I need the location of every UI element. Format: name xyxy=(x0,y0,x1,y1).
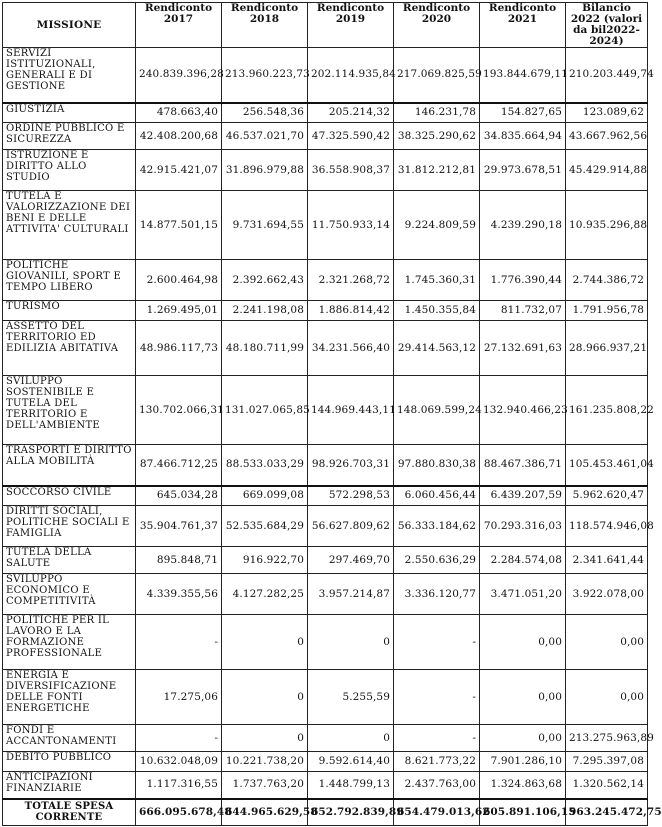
missione-label: TUTELA E VALORIZZAZIONE DEI BENI E DELLE ATTIVITA' CULTURALI xyxy=(3,191,136,260)
value-cell: 97.880.830,38 xyxy=(394,445,480,486)
value-cell: 0,00 xyxy=(480,615,566,670)
value-cell: 1.737.763,20 xyxy=(222,772,308,799)
value-cell: 2.600.464,98 xyxy=(136,260,222,301)
value-cell: 4.339.355,56 xyxy=(136,574,222,615)
table-row xyxy=(3,615,648,670)
value-cell: 213.960.223,73 xyxy=(222,48,308,103)
value-cell: 5.255,59 xyxy=(308,670,394,725)
value-cell: 3.957.214,87 xyxy=(308,574,394,615)
value-cell: 478.663,40 xyxy=(136,103,222,123)
value-cell: 161.235.808,22 xyxy=(566,376,648,445)
value-cell: 56.627.809,62 xyxy=(308,506,394,547)
table-row xyxy=(3,445,648,486)
value-cell: 42.408.200,68 xyxy=(136,123,222,150)
missione-label: SOCCORSO CIVILE xyxy=(3,486,136,506)
value-cell: 34.835.664,94 xyxy=(480,123,566,150)
value-cell: 14.877.501,15 xyxy=(136,191,222,260)
table-row xyxy=(3,191,648,260)
total-value-cell: 605.891.106,15 xyxy=(480,799,566,826)
value-cell: 42.915.421,07 xyxy=(136,150,222,191)
value-cell: 0,00 xyxy=(480,725,566,752)
value-cell: 1.117.316,55 xyxy=(136,772,222,799)
missione-label: SVILUPPO ECONOMICO E COMPETITIVITÀ xyxy=(3,574,136,615)
value-cell: 2.437.763,00 xyxy=(394,772,480,799)
header-rendiconto-2020: Rendiconto 2020 xyxy=(394,3,480,48)
value-cell: 210.203.449,74 xyxy=(566,48,648,103)
value-cell: 10.221.738,20 xyxy=(222,752,308,772)
value-cell: 4.127.282,25 xyxy=(222,574,308,615)
value-cell: 70.293.316,03 xyxy=(480,506,566,547)
value-cell: 2.341.641,44 xyxy=(566,547,648,574)
value-cell: 2.241.198,08 xyxy=(222,301,308,321)
value-cell: 0,00 xyxy=(480,670,566,725)
value-cell: 48.180.711,99 xyxy=(222,321,308,376)
table-row xyxy=(3,574,648,615)
header-rendiconto-2019: Rendiconto 2019 xyxy=(308,3,394,48)
value-cell: 1.886.814,42 xyxy=(308,301,394,321)
header-missione: MISSIONE xyxy=(3,3,136,48)
value-cell: 118.574.946,08 xyxy=(566,506,648,547)
value-cell: 1.745.360,31 xyxy=(394,260,480,301)
value-cell: - xyxy=(136,615,222,670)
missione-label: ORDINE PUBBLICO E SICUREZZA xyxy=(3,123,136,150)
header-rendiconto-2021: Rendiconto 2021 xyxy=(480,3,566,48)
value-cell: 88.533.033,29 xyxy=(222,445,308,486)
spending-table xyxy=(2,2,662,826)
value-cell: 43.667.962,56 xyxy=(566,123,648,150)
value-cell: 1.791.956,78 xyxy=(566,301,648,321)
missione-label: SVILUPPO SOSTENIBILE E TUTELA DEL TERRITORIO E DELL'AMBIENTE xyxy=(3,376,136,445)
value-cell: 205.214,32 xyxy=(308,103,394,123)
table-row xyxy=(3,725,648,752)
value-cell: 105.453.461,04 xyxy=(566,445,648,486)
header-bilancio-2022: Bilancio 2022 (valori da bil2022-2024) xyxy=(566,3,648,48)
missione-label: DIRITTI SOCIALI, POLITICHE SOCIALI E FAMIGLIA xyxy=(3,506,136,547)
value-cell: - xyxy=(136,725,222,752)
value-cell: 202.114.935,84 xyxy=(308,48,394,103)
value-cell: 17.275,06 xyxy=(136,670,222,725)
table-row xyxy=(3,321,648,376)
value-cell: 5.962.620,47 xyxy=(566,486,648,506)
value-cell: 9.592.614,40 xyxy=(308,752,394,772)
value-cell: 46.537.021,70 xyxy=(222,123,308,150)
missione-label: TURISMO xyxy=(3,301,136,321)
total-value-cell: 963.245.472,75 xyxy=(566,799,648,826)
table-row xyxy=(3,752,648,772)
missione-label: GIUSTIZIA xyxy=(3,103,136,123)
table-row xyxy=(3,150,648,191)
value-cell: 895.848,71 xyxy=(136,547,222,574)
value-cell: 0,00 xyxy=(566,615,648,670)
value-cell: 148.069.599,24 xyxy=(394,376,480,445)
value-cell: 1.450.355,84 xyxy=(394,301,480,321)
value-cell: 48.986.117,73 xyxy=(136,321,222,376)
header-row xyxy=(3,3,648,48)
value-cell: 2.744.386,72 xyxy=(566,260,648,301)
missione-label: POLITICHE PER IL LAVORO E LA FORMAZIONE PROFESSIONALE xyxy=(3,615,136,670)
table-row xyxy=(3,486,648,506)
value-cell: 154.827,65 xyxy=(480,103,566,123)
value-cell: 38.325.290,62 xyxy=(394,123,480,150)
value-cell: 87.466.712,25 xyxy=(136,445,222,486)
value-cell: 123.089,62 xyxy=(566,103,648,123)
value-cell: 11.750.933,14 xyxy=(308,191,394,260)
header-rendiconto-2017: Rendiconto 2017 xyxy=(136,3,222,48)
table-row xyxy=(3,772,648,799)
table-row xyxy=(3,506,648,547)
value-cell: 2.550.636,29 xyxy=(394,547,480,574)
missione-label: ANTICIPAZIONI FINANZIARIE xyxy=(3,772,136,799)
table-row xyxy=(3,301,648,321)
value-cell: 217.069.825,59 xyxy=(394,48,480,103)
value-cell: 29.414.563,12 xyxy=(394,321,480,376)
value-cell: 131.027.065,85 xyxy=(222,376,308,445)
value-cell: 52.535.684,29 xyxy=(222,506,308,547)
value-cell: 132.940.466,23 xyxy=(480,376,566,445)
value-cell: 28.966.937,21 xyxy=(566,321,648,376)
value-cell: 0 xyxy=(222,670,308,725)
missione-label: TUTELA DELLA SALUTE xyxy=(3,547,136,574)
value-cell: 9.731.694,55 xyxy=(222,191,308,260)
value-cell: 0,00 xyxy=(566,670,648,725)
value-cell: 36.558.908,37 xyxy=(308,150,394,191)
value-cell: 27.132.691,63 xyxy=(480,321,566,376)
value-cell: 130.702.066,31 xyxy=(136,376,222,445)
value-cell: 7.295.397,08 xyxy=(566,752,648,772)
total-value-cell: 654.479.013,62 xyxy=(394,799,480,826)
value-cell: 240.839.396,28 xyxy=(136,48,222,103)
table-row xyxy=(3,48,648,103)
value-cell: 6.060.456,44 xyxy=(394,486,480,506)
missione-label: SERVIZI ISTITUZIONALI, GENERALI E DI GESTIONE xyxy=(3,48,136,103)
value-cell: 10.935.296,88 xyxy=(566,191,648,260)
value-cell: 9.224.809,59 xyxy=(394,191,480,260)
missione-label: DEBITO PUBBLICO xyxy=(3,752,136,772)
total-value-cell: 652.792.839,89 xyxy=(308,799,394,826)
value-cell: 56.333.184,62 xyxy=(394,506,480,547)
missione-label: TRASPORTI E DIRITTO ALLA MOBILITÀ xyxy=(3,445,136,486)
missione-label: POLITICHE GIOVANILI, SPORT E TEMPO LIBERO xyxy=(3,260,136,301)
value-cell: 2.284.574,08 xyxy=(480,547,566,574)
value-cell: 31.812.212,81 xyxy=(394,150,480,191)
total-value-cell: 666.095.678,48 xyxy=(136,799,222,826)
missione-label: FONDI E ACCANTONAMENTI xyxy=(3,725,136,752)
value-cell: 45.429.914,88 xyxy=(566,150,648,191)
value-cell: 1.776.390,44 xyxy=(480,260,566,301)
value-cell: - xyxy=(394,670,480,725)
value-cell: 3.471.051,20 xyxy=(480,574,566,615)
value-cell: 2.392.662,43 xyxy=(222,260,308,301)
value-cell: 10.632.048,09 xyxy=(136,752,222,772)
value-cell: 0 xyxy=(222,615,308,670)
value-cell: 213.275.963,89 xyxy=(566,725,648,752)
value-cell: 297.469,70 xyxy=(308,547,394,574)
value-cell: 645.034,28 xyxy=(136,486,222,506)
value-cell: 3.336.120,77 xyxy=(394,574,480,615)
value-cell: 35.904.761,37 xyxy=(136,506,222,547)
value-cell: 572.298,53 xyxy=(308,486,394,506)
value-cell: 256.548,36 xyxy=(222,103,308,123)
table-row xyxy=(3,103,648,123)
value-cell: 6.439.207,59 xyxy=(480,486,566,506)
value-cell: 0 xyxy=(222,725,308,752)
value-cell: 34.231.566,40 xyxy=(308,321,394,376)
table-row xyxy=(3,376,648,445)
value-cell: 1.320.562,14 xyxy=(566,772,648,799)
value-cell: 146.231,78 xyxy=(394,103,480,123)
value-cell: 144.969.443,11 xyxy=(308,376,394,445)
table-row xyxy=(3,670,648,725)
value-cell: 1.269.495,01 xyxy=(136,301,222,321)
value-cell: 3.922.078,00 xyxy=(566,574,648,615)
table-row xyxy=(3,547,648,574)
value-cell: 811.732,07 xyxy=(480,301,566,321)
value-cell: - xyxy=(394,725,480,752)
missione-label: ASSETTO DEL TERRITORIO ED EDILIZIA ABITATIVA xyxy=(3,321,136,376)
value-cell: 8.621.773,22 xyxy=(394,752,480,772)
header-rendiconto-2018: Rendiconto 2018 xyxy=(222,3,308,48)
value-cell: 98.926.703,31 xyxy=(308,445,394,486)
missione-label: ENERGIA E DIVERSIFICAZIONE DELLE FONTI ENERGETICHE xyxy=(3,670,136,725)
value-cell: 1.324.863,68 xyxy=(480,772,566,799)
table-row xyxy=(3,260,648,301)
value-cell: 47.325.590,42 xyxy=(308,123,394,150)
value-cell: 669.099,08 xyxy=(222,486,308,506)
value-cell: 1.448.799,13 xyxy=(308,772,394,799)
value-cell: 4.239.290,18 xyxy=(480,191,566,260)
value-cell: - xyxy=(394,615,480,670)
total-label: TOTALE SPESA CORRENTE xyxy=(3,799,136,826)
value-cell: 7.901.286,10 xyxy=(480,752,566,772)
value-cell: 88.467.386,71 xyxy=(480,445,566,486)
missione-label: ISTRUZIONE E DIRITTO ALLO STUDIO xyxy=(3,150,136,191)
value-cell: 0 xyxy=(308,725,394,752)
value-cell: 0 xyxy=(308,615,394,670)
table-row xyxy=(3,123,648,150)
value-cell: 916.922,70 xyxy=(222,547,308,574)
value-cell: 31.896.979,88 xyxy=(222,150,308,191)
total-value-cell: 644.965.629,58 xyxy=(222,799,308,826)
value-cell: 2.321.268,72 xyxy=(308,260,394,301)
value-cell: 193.844.679,11 xyxy=(480,48,566,103)
total-row xyxy=(3,799,648,826)
value-cell: 29.973.678,51 xyxy=(480,150,566,191)
